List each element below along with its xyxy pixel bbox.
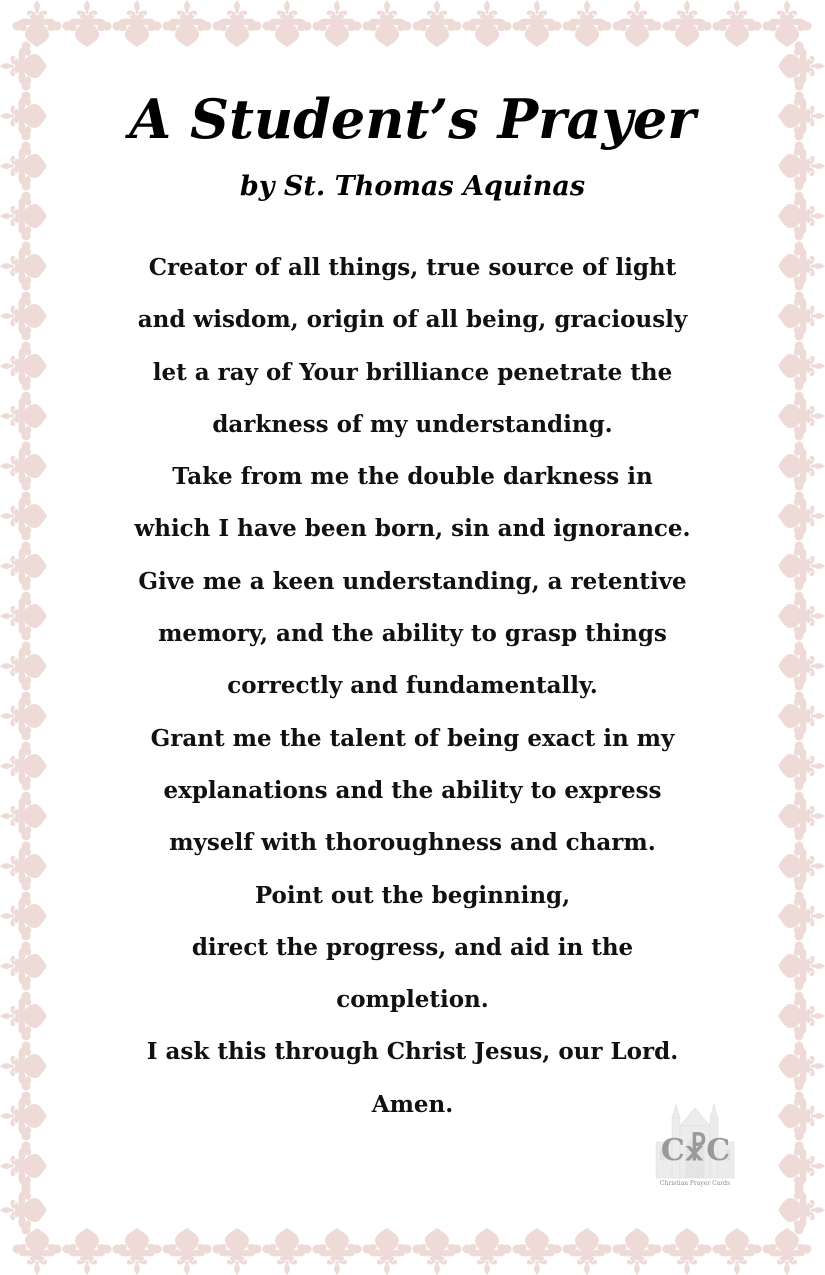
prayer-line: myself with thoroughness and charm. xyxy=(169,829,656,857)
author-subtitle: by St. Thomas Aquinas xyxy=(239,171,586,202)
prayer-body xyxy=(90,242,735,1131)
prayer-line: explanations and the ability to express xyxy=(163,776,662,804)
prayer-line: darkness of my understanding. xyxy=(212,410,613,438)
prayer-line: I ask this through Christ Jesus, our Lord. xyxy=(146,1038,679,1066)
page-title: A Student’s Prayer xyxy=(129,87,696,151)
christian-prayer-cards-logo xyxy=(648,1098,742,1194)
prayer-line: Give me a keen understanding, a retentive xyxy=(138,567,687,595)
prayer-line: which I have been born, sin and ignorance. xyxy=(134,515,691,543)
prayer-line: Point out the beginning, xyxy=(254,881,571,909)
prayer-line: and wisdom, origin of all being, graciously xyxy=(137,306,688,334)
prayer-line: Creator of all things, true source of light xyxy=(148,254,677,281)
border-top-row xyxy=(13,0,812,47)
prayer-line: completion. xyxy=(336,986,489,1014)
border-left-column xyxy=(0,42,47,1235)
prayer-line: Take from me the double darkness in xyxy=(172,463,653,491)
prayer-line: correctly and fundamentally. xyxy=(227,672,598,700)
prayer-line: direct the progress, and aid in the xyxy=(191,933,634,961)
prayer-line: Grant me the talent of being exact in my xyxy=(150,724,675,752)
logo-caption: Christian Prayer Cards xyxy=(659,1180,731,1187)
border-bottom-row xyxy=(13,1228,812,1275)
logo-letters: C☧C xyxy=(660,1133,730,1168)
border-right-column xyxy=(778,42,825,1235)
prayer-line: Amen. xyxy=(371,1090,454,1118)
prayer-line: memory, and the ability to grasp things xyxy=(158,620,667,648)
prayer-line: let a ray of Your brilliance penetrate the xyxy=(152,358,673,386)
